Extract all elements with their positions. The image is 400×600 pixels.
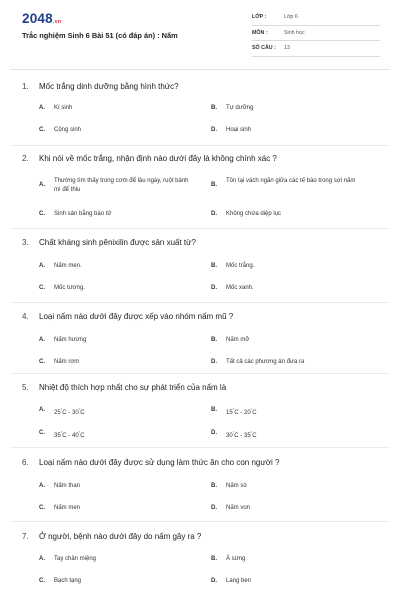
degree-sign: °	[78, 430, 81, 435]
quiz-page: 2048.vn Trắc nghiệm Sinh 6 Bài 51 (có đáp án) : Nấm LỚP : Lớp 6 MÔN : Sinh học SỐ CÂU : 13 1. Mốc trắng dinh dưỡng bằng hình thức? A. Kí sinh B. Tự dưỡng C. Cộng sinh D. Hoại sinh 2. Khi nói về mốc trắng, nhận định nào dưới đây là không chính xác ? A. Thường tìm thấy trong cơm để lâu ngày, ruột bánh mì để thiu B. Tồn tại vách ngăn giữa các tế bào trong sợi nấm C. Sinh sản bằng bào tử D. Không chứa diệp lục 3. Chất kháng sinh pênixilin được sản xuất từ? A. Nấm men. B. Mốc trắng. C. Mốc tương. D. Mốc xanh. 4. Loại nấm nào dưới đây được xếp vào nhóm nấm mũ ? A. Nấm hương B. Nấm mỡ C. Nấm rơm D. Tất cả các phương án đưa ra 5. Nhiệt độ thích hợp nhất cho sự phát triển của nấm là A. 25°C - 30°C B. 15°C - 20°C C. 35°C - 40°C D. 30°C - 35°C 6. Loại nấm nào dưới đây được sử dụng làm thức ăn cho con người ? A. Nấm than B. Nấm sò C. Nấm men D. Nấm von 7. Ở người, bệnh nào dưới đây do nấm gây ra ? A. Tay chân miệng B. Á sừng C. Bạch tạng D. Lang ben	[0, 0, 400, 600]
question-text: 6. Loại nấm nào dưới đây được sử dụng làm thức ăn cho con người ?	[22, 458, 280, 467]
question-divider	[10, 302, 390, 303]
subject-value: Sinh học	[284, 29, 305, 36]
question-text: 2. Khi nói về mốc trắng, nhận định nào dưới đây là không chính xác ?	[22, 154, 277, 163]
question-text: 1. Mốc trắng dinh dưỡng bằng hình thức?	[22, 82, 179, 91]
question-divider	[10, 447, 390, 448]
question-divider	[10, 145, 390, 146]
question-text: 5. Nhiệt độ thích hợp nhất cho sự phát triển của nấm là	[22, 383, 227, 392]
degree-sign: °	[60, 430, 63, 435]
question-divider	[10, 521, 390, 522]
degree-sign: °	[232, 430, 235, 435]
question-divider	[10, 228, 390, 229]
meta-row-class	[252, 12, 380, 26]
header-divider	[10, 69, 390, 70]
class-value: Lớp 6	[284, 14, 298, 20]
question-text: 3. Chất kháng sinh pênixilin được sản xuất từ?	[22, 238, 196, 247]
subject-label: MÔN :	[252, 29, 268, 36]
degree-sign: °	[250, 430, 253, 435]
site-logo[interactable]: 2048.vn	[22, 11, 62, 26]
question-text: 7. Ở người, bệnh nào dưới đây do nấm gây ra ?	[22, 532, 202, 541]
degree-sign: °	[232, 407, 235, 412]
class-label: LỚP :	[252, 14, 267, 20]
question-text: 4. Loại nấm nào dưới đây được xếp vào nhóm nấm mũ ?	[22, 312, 234, 321]
meta-row-subject	[252, 28, 380, 42]
question-divider	[10, 373, 390, 374]
degree-sign: °	[78, 407, 81, 412]
count-label: SỐ CÂU :	[252, 45, 276, 51]
meta-row-count	[252, 43, 380, 57]
page-title: Trắc nghiệm Sinh 6 Bài 51 (có đáp án) : Nấm	[22, 31, 178, 40]
count-value: 13	[284, 45, 290, 51]
meta-info	[252, 12, 380, 59]
degree-sign: °	[60, 407, 63, 412]
degree-sign: °	[250, 407, 253, 412]
page-header	[0, 0, 400, 66]
